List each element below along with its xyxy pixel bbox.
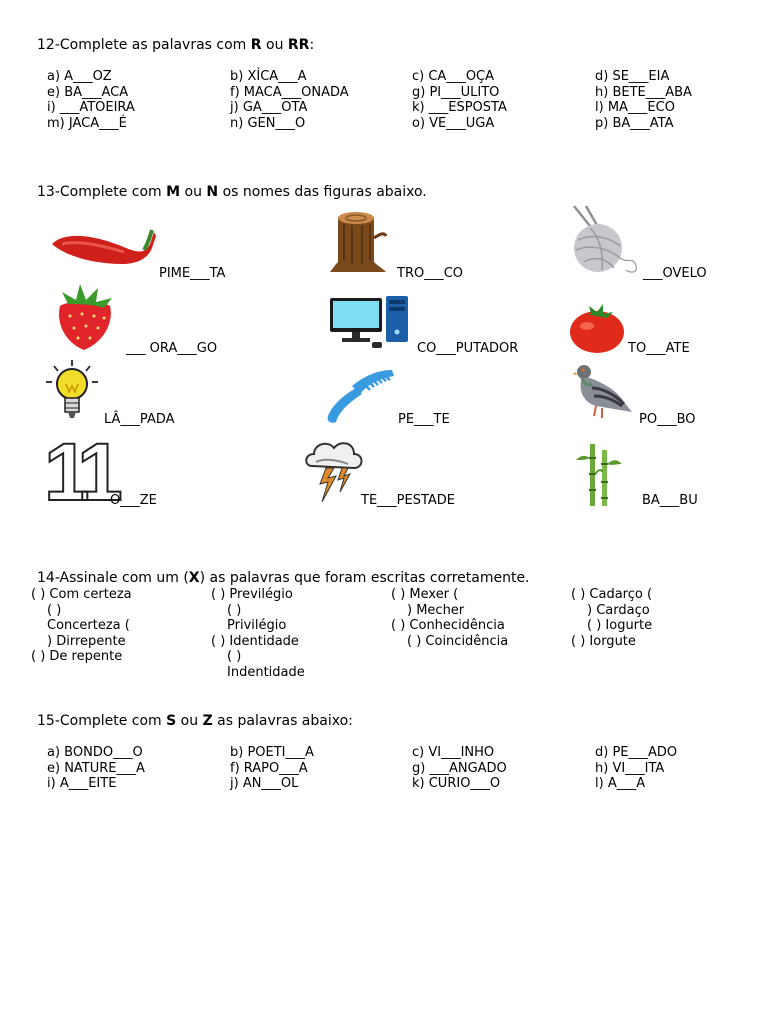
bamboo-icon bbox=[576, 440, 622, 506]
q12-item: g) PI___ULITO bbox=[412, 84, 500, 100]
q14-option[interactable]: ( ) bbox=[227, 602, 242, 618]
q15-item: l) A___A bbox=[595, 776, 646, 791]
q14-option[interactable]: ) Dirrepente bbox=[47, 633, 126, 649]
q12-title: 12-Complete as palavras com R ou RR: bbox=[37, 37, 315, 53]
pigeon-icon bbox=[574, 362, 634, 420]
q14-option[interactable]: Concerteza ( bbox=[47, 618, 130, 633]
q14-column-3 bbox=[391, 587, 561, 649]
q15-item: j) AN___OL bbox=[230, 776, 299, 791]
storm-cloud-icon bbox=[304, 438, 364, 506]
label-onze: O___ZE bbox=[110, 493, 157, 508]
label-novelo: ___OVELO bbox=[643, 266, 707, 281]
q12-item: c) CA___OÇA bbox=[412, 69, 495, 84]
label-morango: ___ ORA___GO bbox=[126, 341, 218, 356]
q15-item: h) VI___ITA bbox=[595, 760, 665, 776]
q12-item: m) JACA___É bbox=[47, 115, 127, 131]
q12-row bbox=[47, 100, 747, 116]
q15-item: g) ___ANGADO bbox=[412, 760, 507, 776]
q12-item: d) SE___EIA bbox=[595, 69, 670, 84]
q14-option[interactable]: ( ) Identidade bbox=[211, 633, 299, 649]
q15-title: 15-Complete com S ou Z as palavras abaixo: bbox=[37, 713, 353, 729]
label-bambu: BA___BU bbox=[642, 493, 698, 508]
tomato-icon bbox=[569, 302, 625, 354]
q15-item: d) PE___ADO bbox=[595, 745, 678, 760]
number-eleven-icon: 11 bbox=[44, 427, 115, 518]
q12-item: a) A___OZ bbox=[47, 69, 112, 84]
q12-row bbox=[47, 85, 747, 101]
label-tronco: TRO___CO bbox=[397, 266, 464, 281]
q14-option[interactable]: ( ) Iogurte bbox=[587, 618, 653, 633]
q15-item: e) NATURE___A bbox=[47, 760, 145, 776]
q12-item: p) BA___ATA bbox=[595, 115, 674, 131]
q12-item: e) BA___ACA bbox=[47, 84, 129, 100]
comb-icon bbox=[322, 366, 394, 424]
q14-option[interactable]: ( ) Cadarço ( bbox=[571, 587, 653, 602]
q12-item: f) MACA___ONADA bbox=[230, 84, 349, 100]
q14-option[interactable]: Privilégio bbox=[227, 618, 287, 633]
yarn-ball-icon bbox=[564, 206, 640, 276]
q12-item: o) VE___UGA bbox=[412, 115, 495, 131]
q14-option[interactable]: ( ) bbox=[47, 602, 62, 618]
q15-item: f) RAPO___A bbox=[230, 760, 308, 776]
q15-item: b) POETI___A bbox=[230, 745, 314, 760]
q14-option[interactable]: ( ) Conhecidência bbox=[391, 618, 505, 633]
q12-item: j) GA___OTA bbox=[230, 100, 308, 115]
q15-item: k) CURIO___O bbox=[412, 776, 501, 791]
q14-option[interactable]: ( ) bbox=[227, 649, 242, 664]
label-pente: PE___TE bbox=[398, 412, 450, 427]
q12-row bbox=[47, 116, 747, 132]
q15-row bbox=[47, 761, 747, 777]
q12-item: k) ___ESPOSTA bbox=[412, 100, 507, 115]
q12-item: h) BETE___ABA bbox=[595, 84, 692, 100]
q14-title: 14-Assinale com um (X) as palavras que foram escritas corretamente. bbox=[37, 570, 530, 586]
q12-item: l) MA___ECO bbox=[595, 100, 675, 115]
strawberry-icon bbox=[54, 282, 116, 352]
q14-column-1 bbox=[31, 587, 201, 665]
q14-option[interactable]: ) Cardaço bbox=[587, 602, 650, 618]
light-bulb-icon bbox=[46, 360, 98, 426]
q12-item: n) GEN___O bbox=[230, 115, 306, 131]
q12-item: b) XÍCA___A bbox=[230, 69, 307, 84]
q12-grid bbox=[47, 69, 747, 131]
q12-row bbox=[47, 69, 747, 85]
q14-column-2 bbox=[211, 587, 381, 680]
label-computador: CO___PUTADOR bbox=[417, 341, 519, 356]
label-tomate: TO___ATE bbox=[628, 341, 690, 356]
q13-title: 13-Complete com M ou N os nomes das figuras abaixo. bbox=[37, 184, 427, 200]
q14-option[interactable]: ) Mecher bbox=[407, 602, 465, 618]
q14-option[interactable]: ( ) Iorgute bbox=[571, 633, 636, 649]
q15-item: a) BONDO___O bbox=[47, 745, 143, 760]
q14-option[interactable]: ( ) De repente bbox=[31, 649, 123, 664]
q15-item: c) VI___INHO bbox=[412, 745, 495, 760]
q15-row bbox=[47, 776, 747, 792]
computer-icon bbox=[330, 296, 410, 350]
q15-grid bbox=[47, 745, 747, 792]
q14-option[interactable]: ( ) Previlégio bbox=[211, 587, 293, 602]
pepper-icon bbox=[48, 222, 156, 276]
tree-stump-icon bbox=[330, 210, 386, 272]
q14-option[interactable]: ( ) Mexer ( bbox=[391, 587, 459, 602]
label-pimenta: PIME___TA bbox=[159, 266, 226, 281]
q14-option[interactable]: Indentidade bbox=[227, 664, 305, 680]
q12-item: i) ___ATOEIRA bbox=[47, 100, 135, 115]
q14-option[interactable]: ( ) Coincidência bbox=[407, 633, 509, 649]
label-pombo: PO___BO bbox=[639, 412, 696, 427]
q14-column-4 bbox=[571, 587, 751, 649]
label-tempestade: TE___PESTADE bbox=[361, 493, 456, 508]
label-lampada: LÂ___PADA bbox=[104, 412, 175, 427]
q15-item: i) A___EITE bbox=[47, 776, 117, 791]
q14-option[interactable]: ( ) Com certeza bbox=[31, 587, 132, 602]
q15-row bbox=[47, 745, 747, 761]
